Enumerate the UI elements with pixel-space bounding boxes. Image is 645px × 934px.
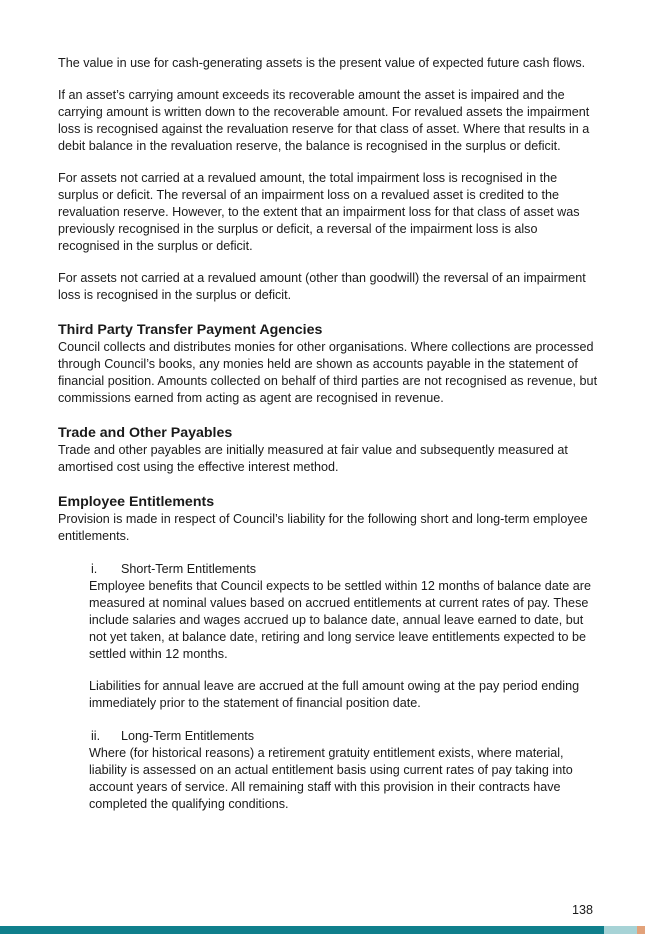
paragraph-third-party: Council collects and distributes monies for other organisations. Where collections are processed through Council’s books, any monies held are shown as accounts payable in the statement of financial position. Amounts collected on behalf of third parties are not recognised as revenue, but commissions earned from acting as agent are recognised in revenue. <box>58 340 598 405</box>
subheading-short-term-title: Short-Term Entitlements <box>121 562 257 576</box>
document-page <box>58 55 598 813</box>
numeral-ii: ii. <box>91 729 101 743</box>
paragraph-goodwill-reversal: For assets not carried at a revalued amount (other than goodwill) the reversal of an impairment loss is recognised in the surplus or deficit. <box>58 271 586 302</box>
subheading-long-term-title: Long-Term Entitlements <box>121 729 254 743</box>
footer-color-bar <box>0 926 645 934</box>
paragraph-impairment: If an asset’s carrying amount exceeds its recoverable amount the asset is impaired and the carrying amount is written down to the recoverable amount. For revalued assets the impairment loss is recognised against the revaluation reserve for that class of asset. Where that results in a debit balance in the revaluation reserve, the balance is recognised in the surplus or deficit. <box>58 88 590 153</box>
heading-employee-entitlements: Employee Entitlements <box>58 494 215 510</box>
footer-bar-light <box>604 926 637 934</box>
numeral-i: i. <box>91 562 98 576</box>
heading-trade-payables: Trade and Other Payables <box>58 425 233 441</box>
short-term-section <box>89 561 598 712</box>
paragraph-long-term-1: Where (for historical reasons) a retirement gratuity entitlement exists, where material, liability is assessed on an actual entitlement basis using current rates of pay taking into account years of service. All remaining staff with this provision in their contracts have completed the qualifying conditions. <box>89 746 573 811</box>
heading-third-party: Third Party Transfer Payment Agencies <box>58 322 323 338</box>
paragraph-trade-payables: Trade and other payables are initially measured at fair value and subsequently measured at amortised cost using the effective interest method. <box>58 443 568 474</box>
subheading-short-term <box>89 561 598 578</box>
long-term-section <box>89 728 598 813</box>
footer-bar-main <box>0 926 604 934</box>
paragraph-non-revalued-assets: For assets not carried at a revalued amount, the total impairment loss is recognised in the surplus or deficit. The reversal of an impairment loss on a revalued asset is credited to the revaluation reserve. However, to the extent that an impairment loss for that class of asset was previously recognised in the surplus or deficit, a reversal of the impairment loss is also recognised in the surplus or deficit. <box>58 171 580 253</box>
footer-bar-accent <box>637 926 645 934</box>
subheading-long-term <box>89 728 598 745</box>
paragraph-value-in-use: The value in use for cash-generating assets is the present value of expected future cash flows. <box>58 56 586 70</box>
page-number: 138 <box>572 903 594 917</box>
paragraph-employee-entitlements: Provision is made in respect of Council’s liability for the following short and long-term employee entitlements. <box>58 512 588 543</box>
paragraph-short-term-2: Liabilities for annual leave are accrued at the full amount owing at the pay period ending immediately prior to the statement of financial position date. <box>89 679 580 710</box>
paragraph-short-term-1: Employee benefits that Council expects to be settled within 12 months of balance date are measured at nominal values based on accrued entitlements at current rates of pay. These include salaries and wages accrued up to balance date, annual leave earned to date, but not yet taken, at balance date, retiring and long service leave entitlements expected to be settled within 12 months. <box>89 579 591 661</box>
